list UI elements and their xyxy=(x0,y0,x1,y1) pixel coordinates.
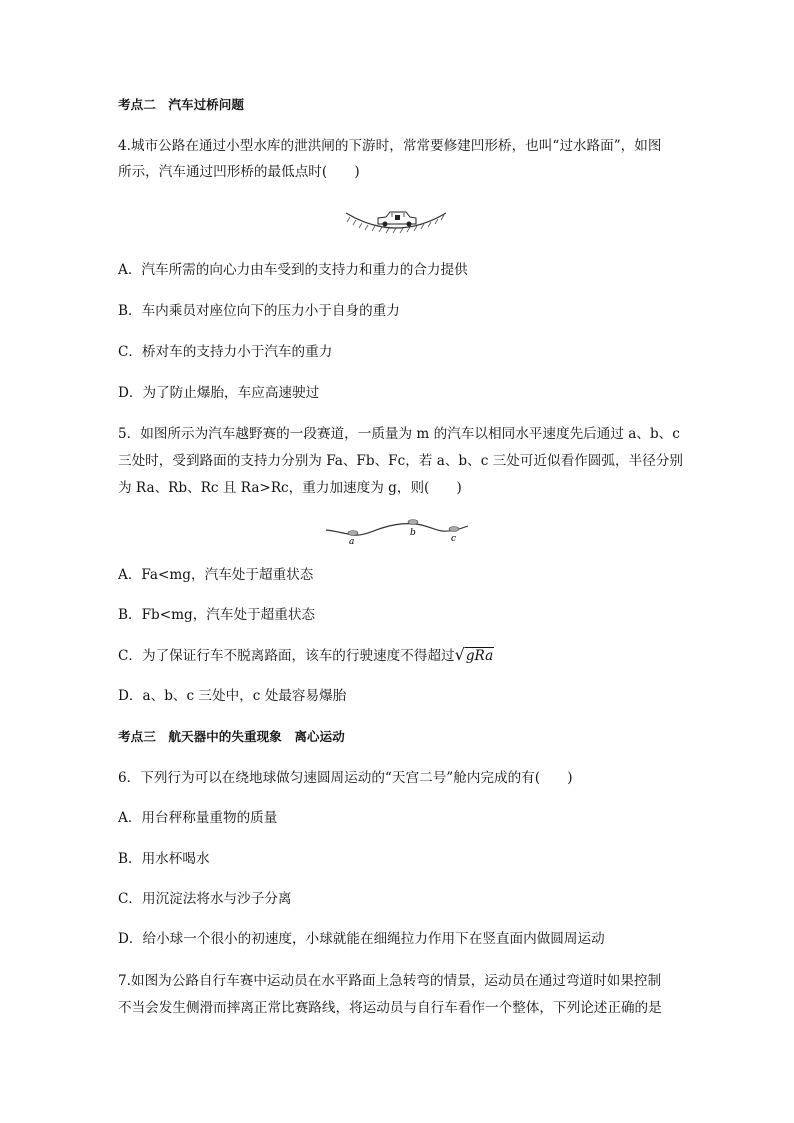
q4-stem-line2: 所示，汽车通过凹形桥的最低点时( ) xyxy=(118,164,360,180)
q4-stem-line1: 4.城市公路在通过小型水库的泄洪闸的下游时，常常要修建凹形桥，也叫“过水路面”，如图 xyxy=(118,138,662,154)
q5-stem-line3: 为 Ra、Rb、Rc 且 Ra>Rc，重力加速度为 g，则( ) xyxy=(118,480,462,496)
q6-stem-line1: 6．下列行为可以在绕地球做匀速圆周运动的“天宫二号”舱内完成的有( ) xyxy=(118,770,573,786)
car-icon xyxy=(378,212,416,227)
q7-stem-line2: 不当会发生侧滑而摔离正常比赛路线，将运动员与自行车看作一个整体，下列论述正确的是 xyxy=(118,1000,662,1016)
q5-stem-line2: 三处时，受到路面的支持力分别为 Fa、Fb、Fc，若 a、b、c 三处可近似看作圆弧，半径分别 xyxy=(118,453,683,469)
q7-stem-line1: 7.如图为公路自行车赛中运动员在水平路面上急转弯的情景，运动员在通过弯道时如果控制 xyxy=(118,973,662,989)
q6-option-d: D．给小球一个很小的初速度，小球就能在细绳拉力作用下在竖直面内做圆周运动 xyxy=(118,931,605,947)
car-c-icon xyxy=(449,527,459,532)
label-b: b xyxy=(410,528,416,538)
section-title: 考点三 航天器中的失重现象 离心运动 xyxy=(118,729,345,744)
car-b-icon xyxy=(408,520,418,525)
sqrt-sign: √ xyxy=(454,645,465,664)
q4-option-b: B．车内乘员对座位向下的压力小于自身的重力 xyxy=(118,303,400,319)
q4-option-c: C．桥对车的支持力小于汽车的重力 xyxy=(118,344,333,360)
car-a-icon xyxy=(348,531,358,536)
label-a: a xyxy=(349,537,355,546)
q6-option-b: B．用水杯喝水 xyxy=(118,851,210,867)
q5-option-a: A．Fa<mg，汽车处于超重状态 xyxy=(118,567,314,583)
section-title: 考点二 汽车过桥问题 xyxy=(118,97,244,112)
q4-option-a: A．汽车所需的向心力由车受到的支持力和重力的合力提供 xyxy=(118,262,468,278)
label-c: c xyxy=(451,534,457,544)
q5-option-b: B．Fb<mg，汽车处于超重状态 xyxy=(118,607,316,623)
q5-stem-line1: 5．如图所示为汽车越野赛的一段赛道，一质量为 m 的汽车以相同水平速度先后通过 a、b、c xyxy=(118,426,680,442)
q4-option-d: D．为了防止爆胎，车应高速驶过 xyxy=(118,385,320,401)
concave-bridge-figure xyxy=(340,203,452,237)
q5-option-c-text: C．为了保证行车不脱离路面，该车的行驶速度不得超过 xyxy=(118,648,455,664)
q5-option-c xyxy=(118,646,494,665)
race-track-figure xyxy=(322,514,472,546)
q6-option-a: A．用台秤称量重物的质量 xyxy=(118,810,278,826)
q6-option-c: C．用沉淀法将水与沙子分离 xyxy=(118,891,292,907)
sqrt-radicand: gRa xyxy=(465,648,494,664)
q5-option-d: D．a、b、c 三处中，c 处最容易爆胎 xyxy=(118,688,347,704)
